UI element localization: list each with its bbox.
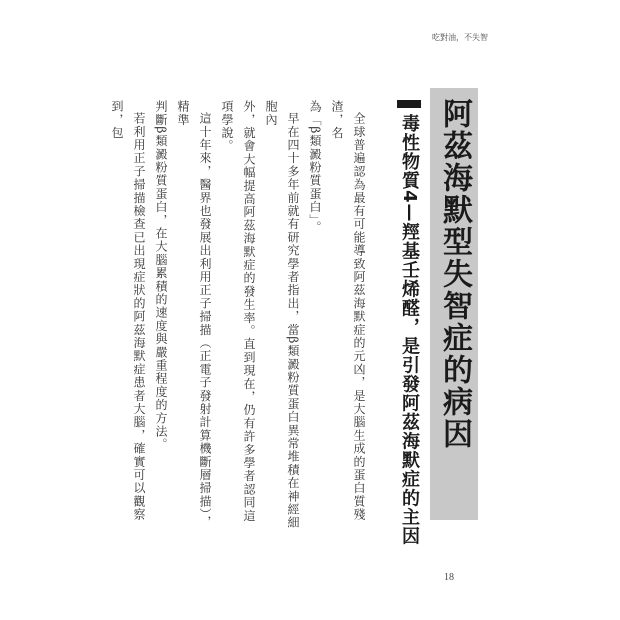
body-paragraph: 全球普遍認為最有可能導致阿茲海默症的元凶，是大腦生成的蛋白質殘渣，名 <box>330 100 366 522</box>
section-subheading: 毒性物質4—羥基壬烯醛，是引發阿茲海默症的主因 <box>399 114 420 546</box>
body-paragraph: 若利用正子掃描檢查已出現症狀的阿茲海默症患者大腦，確實可以觀察到，包 <box>110 100 146 522</box>
body-paragraph: 外，就會大幅提高阿茲海默症的發生率。直到現在，仍有許多學者認同這項學說。 <box>220 100 256 523</box>
body-paragraph: 為「β類澱粉質蛋白」。 <box>308 100 322 235</box>
chapter-title: 阿茲海默型失智症的病因 <box>437 98 472 450</box>
subheading-marker-bar <box>397 100 421 108</box>
page-number: 18 <box>444 572 454 583</box>
body-paragraph: 判斷β類澱粉質蛋白，在大腦累積的速度與嚴重程度的方法。 <box>154 100 168 452</box>
body-paragraph: 早在四十多年前就有研究學者指出，當β類澱粉質蛋白異常堆積在神經細胞內 <box>264 100 300 530</box>
body-paragraph: 這十年來，醫界也發展出利用正子掃描（正電子發射計算機斷層掃描），精準 <box>176 100 212 529</box>
running-header: 吃對油，不失智 <box>432 33 488 42</box>
body-text <box>110 100 370 530</box>
